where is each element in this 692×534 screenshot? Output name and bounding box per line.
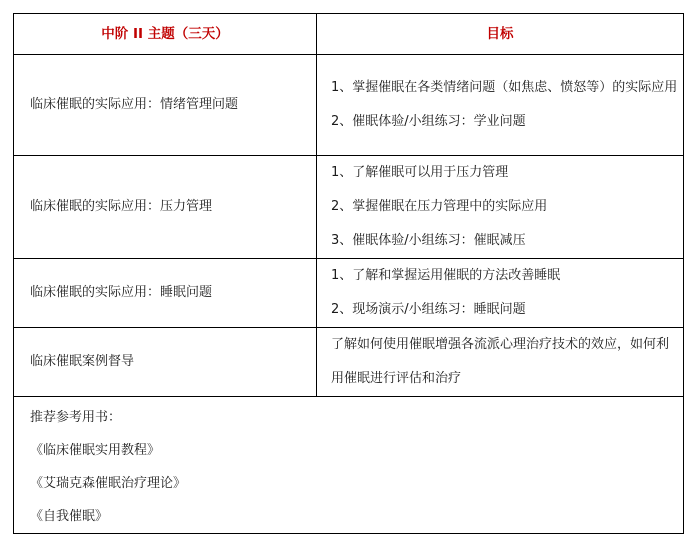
topic-cell: 临床催眠案例督导 — [14, 328, 317, 397]
references-title: 推荐参考用书： — [30, 410, 122, 425]
goal-cell — [317, 156, 684, 259]
references-cell — [14, 397, 684, 534]
table-row — [14, 259, 684, 328]
reference-book: 《自我催眠》 — [30, 509, 109, 524]
goal-item: 1、了解催眠可以用于压力管理 — [331, 165, 509, 180]
goal-cell — [317, 55, 684, 156]
table-header-row — [14, 14, 684, 55]
goal-item: 2、催眠体验/小组练习：学业问题 — [331, 114, 526, 129]
table-row — [14, 328, 684, 397]
references-row — [14, 397, 684, 534]
course-table — [13, 13, 684, 534]
goal-cell — [317, 259, 684, 328]
goal-item: 3、催眠体验/小组练习：催眠减压 — [331, 233, 526, 248]
goal-cell — [317, 328, 684, 397]
table-row — [14, 156, 684, 259]
table-row — [14, 55, 684, 156]
reference-book: 《临床催眠实用教程》 — [30, 443, 161, 458]
goal-item: 1、了解和掌握运用催眠的方法改善睡眠 — [331, 268, 561, 283]
goal-item: 1、掌握催眠在各类情绪问题（如焦虑、愤怒等）的实际应用 — [331, 80, 678, 95]
topic-cell: 临床催眠的实际应用：睡眠问题 — [14, 259, 317, 328]
topic-cell: 临床催眠的实际应用：压力管理 — [14, 156, 317, 259]
header-goal: 目标 — [317, 14, 684, 55]
goal-item: 2、现场演示/小组练习：睡眠问题 — [331, 302, 526, 317]
goal-item: 了解如何使用催眠增强各流派心理治疗技术的效应，如何利用催眠进行评估和治疗 — [331, 337, 670, 386]
topic-cell: 临床催眠的实际应用：情绪管理问题 — [14, 55, 317, 156]
goal-item: 2、掌握催眠在压力管理中的实际应用 — [331, 199, 548, 214]
reference-book: 《艾瑞克森催眠治疗理论》 — [30, 476, 187, 491]
header-topic: 中阶 II 主题（三天） — [14, 14, 317, 55]
